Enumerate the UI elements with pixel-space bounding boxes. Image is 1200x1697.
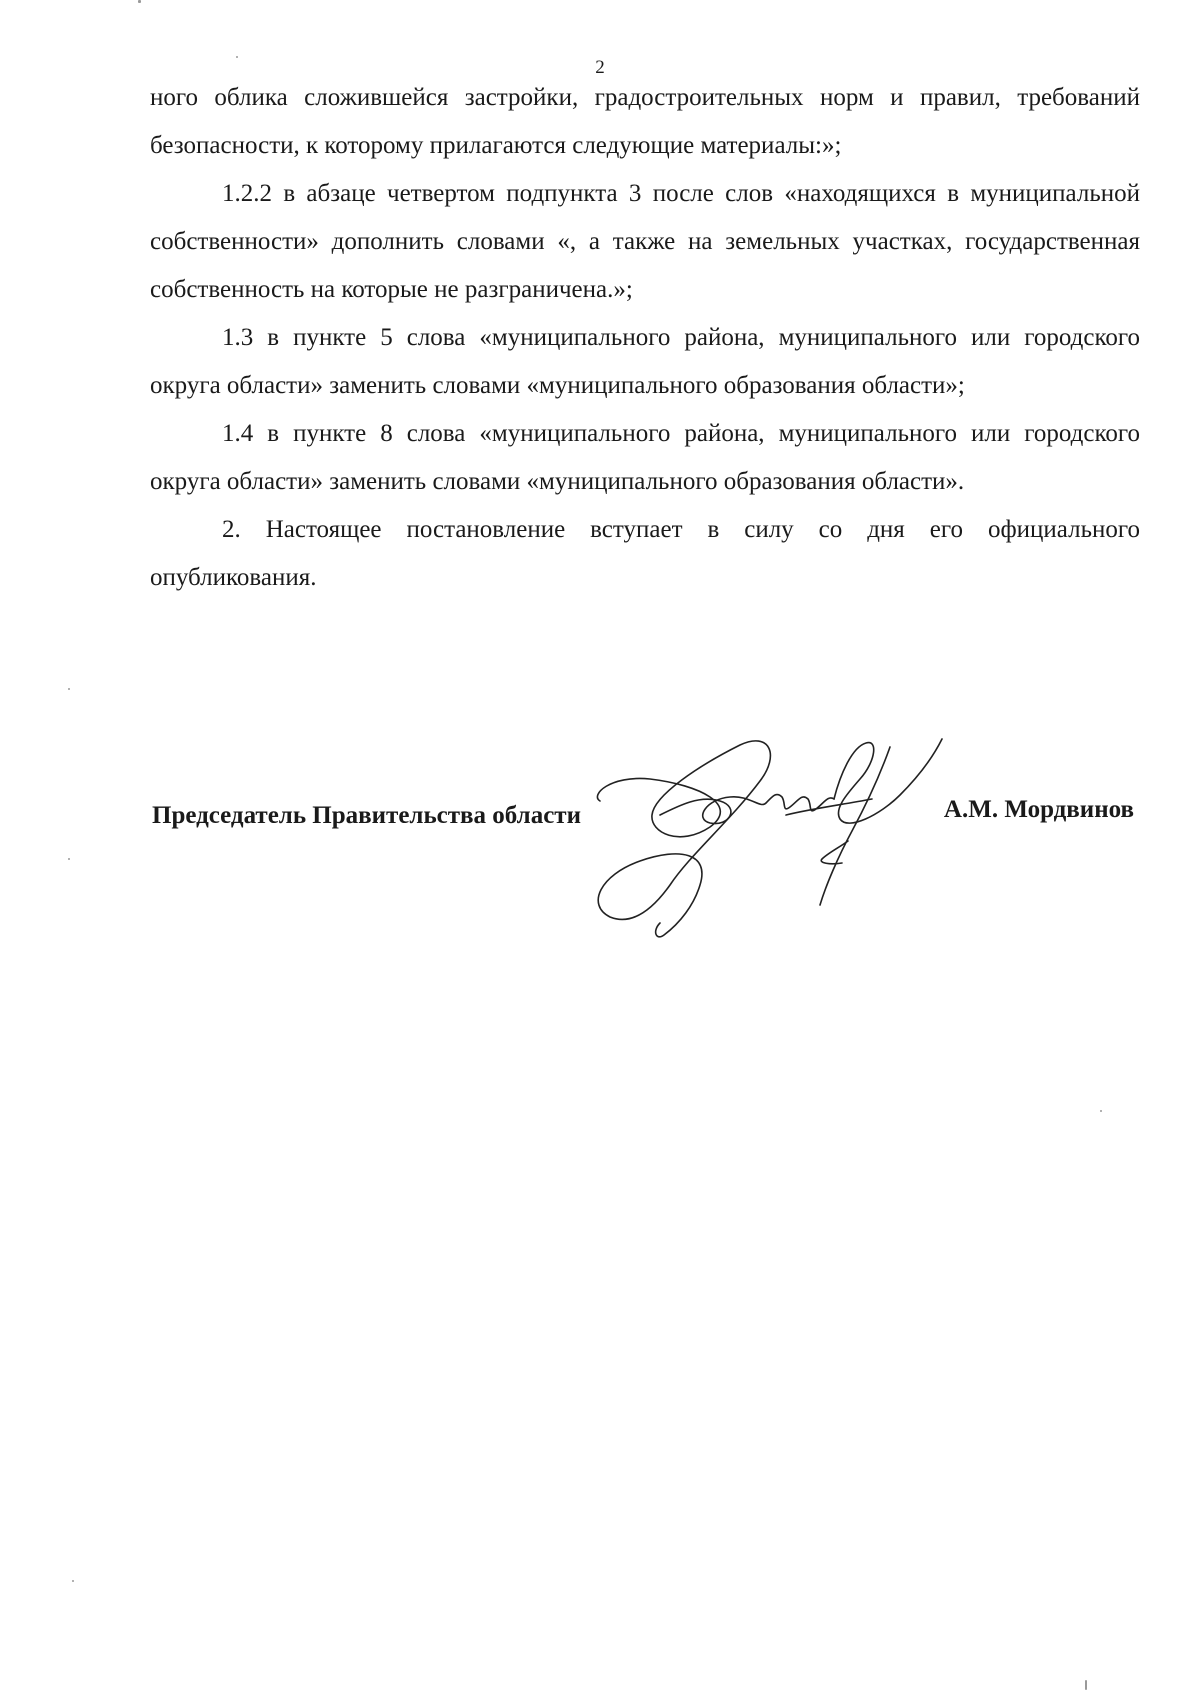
signatory-name: А.М. Мордвинов (943, 796, 1134, 823)
scan-speck (236, 56, 238, 58)
paragraph-1-4: 1.4 в пункте 8 слова «муниципального района, муниципального или городского округа области» заменить словами «муниципального образования области». (150, 420, 1140, 495)
paragraph-1-2-2: 1.2.2 в абзаце четвертом подпункта 3 после слов «находящихся в муниципальной собственности» дополнить словами «, а также на земельных участках, государственная собственность на которые не разграничена.»; (150, 180, 1140, 303)
handwritten-signature (590, 735, 950, 945)
scan-speck (68, 858, 70, 860)
paragraph-continuation: ного облика сложившейся застройки, градостроительных норм и правил, требований безопасности, к которому прилагаются следующие материалы:»; (150, 84, 1140, 159)
scan-speck (138, 0, 141, 3)
scan-speck (1085, 1680, 1087, 1690)
scan-speck (1100, 1110, 1102, 1112)
signatory-position: Председатель Правительства области (152, 802, 581, 829)
document-body (150, 74, 1140, 602)
scan-speck (72, 1580, 74, 1582)
paragraph-1-3: 1.3 в пункте 5 слова «муниципального района, муниципального или городского округа области» заменить словами «муниципального образования области»; (150, 324, 1140, 399)
scan-speck (68, 688, 70, 690)
paragraph-2: 2. Настоящее постановление вступает в силу со дня его официального опубликования. (150, 516, 1140, 591)
page-number: 2 (595, 57, 605, 78)
